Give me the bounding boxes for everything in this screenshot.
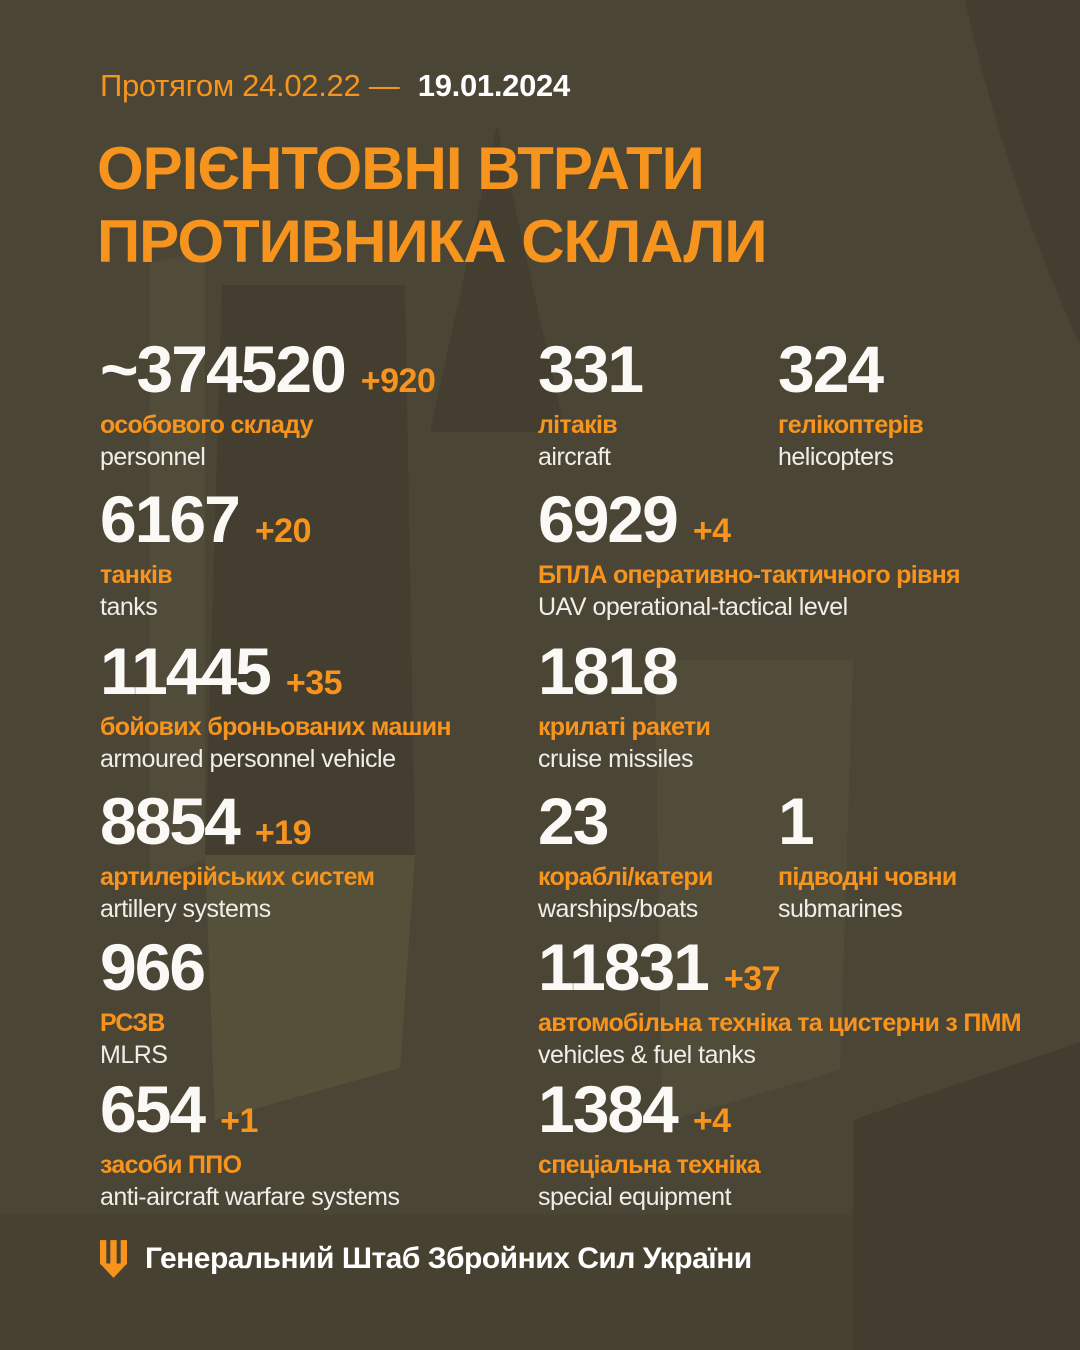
stat-value: 966	[100, 930, 205, 1004]
stat-label-ua: спеціальна техніка	[538, 1151, 760, 1179]
stat-value: 11445	[100, 634, 270, 708]
stat-delta: +19	[254, 814, 312, 852]
trident-icon	[100, 1240, 127, 1278]
stat-label-en: MLRS	[100, 1041, 168, 1069]
stat-value: 6929	[538, 482, 677, 556]
stat-label-en: warships/boats	[538, 895, 698, 923]
stat-delta: +4	[692, 512, 731, 550]
title-line-1: ОРІЄНТОВНІ ВТРАТИ	[97, 135, 704, 202]
stat-label-ua: кораблі/катери	[538, 863, 713, 891]
stat-value: 1	[778, 784, 813, 858]
stat-personnel	[100, 332, 436, 472]
stat-value: 331	[538, 332, 643, 406]
stat-delta: +920	[360, 362, 436, 400]
stat-label-ua: літаків	[538, 411, 617, 439]
stat-label-en: cruise missiles	[538, 745, 694, 773]
stat-label-ua: гелікоптерів	[778, 411, 924, 439]
stat-value: 11831	[538, 930, 708, 1004]
stat-label-en: UAV operational-tactical level	[538, 593, 848, 621]
stat-label-ua: бойових броньованих машин	[100, 713, 451, 741]
stat-armoured-vehicles	[100, 634, 451, 774]
stat-special-equipment	[538, 1072, 760, 1212]
stat-value: 324	[778, 332, 883, 406]
stat-value: ~374520	[100, 332, 345, 406]
stat-anti-aircraft	[100, 1072, 400, 1212]
stat-helicopters	[778, 332, 924, 472]
stat-label-ua: засоби ППО	[100, 1151, 242, 1179]
stat-label-en: aircraft	[538, 443, 611, 471]
stat-cruise-missiles	[538, 634, 711, 774]
stat-label-ua: автомобільна техніка та цистерни з ПММ	[538, 1009, 1021, 1037]
stat-label-ua: особового складу	[100, 411, 313, 439]
stat-value: 6167	[100, 482, 239, 556]
stat-label-ua: РСЗВ	[100, 1009, 165, 1037]
organization-name: Генеральний Штаб Збройних Сил України	[145, 1242, 752, 1275]
stat-uav	[538, 482, 960, 622]
report-date: 19.01.2024	[417, 68, 570, 103]
stat-warships	[538, 784, 713, 924]
stat-value: 1384	[538, 1072, 677, 1146]
stat-delta: +4	[692, 1102, 731, 1140]
stat-label-ua: підводні човни	[778, 863, 957, 891]
stat-delta: +37	[723, 960, 781, 998]
stat-delta: +1	[220, 1102, 258, 1140]
stat-label-en: vehicles & fuel tanks	[538, 1041, 756, 1069]
stat-value: 8854	[100, 784, 239, 858]
stat-value: 654	[100, 1072, 205, 1146]
period-prefix: Протягом 24.02.22 —	[100, 68, 400, 103]
stat-mlrs	[100, 930, 205, 1070]
stat-label-en: armoured personnel vehicle	[100, 745, 396, 773]
stat-label-ua: крилаті ракети	[538, 713, 711, 741]
stat-label-en: anti-aircraft warfare systems	[100, 1183, 400, 1211]
stat-artillery	[100, 784, 375, 924]
stat-label-en: personnel	[100, 443, 206, 471]
stat-vehicles-fuel-tanks	[538, 930, 1021, 1070]
stat-value: 1818	[538, 634, 677, 708]
footer	[100, 1240, 752, 1278]
title-line-2: ПРОТИВНИКА СКЛАЛИ	[97, 208, 767, 275]
stat-submarines	[778, 784, 957, 924]
page-title	[97, 132, 767, 278]
stat-delta: +35	[285, 664, 343, 702]
stat-label-en: tanks	[100, 593, 158, 621]
stat-label-ua: танків	[100, 561, 172, 589]
reporting-period	[100, 68, 570, 104]
stat-value: 23	[538, 784, 608, 858]
stat-aircraft	[538, 332, 643, 472]
stat-label-en: helicopters	[778, 443, 894, 471]
stat-label-en: artillery systems	[100, 895, 271, 923]
stat-label-ua: артилерійських систем	[100, 863, 375, 891]
stat-label-ua: БПЛА оперативно-тактичного рівня	[538, 561, 960, 589]
stat-label-en: submarines	[778, 895, 903, 923]
stat-tanks	[100, 482, 312, 622]
stat-label-en: special equipment	[538, 1183, 732, 1211]
stat-delta: +20	[254, 512, 312, 550]
